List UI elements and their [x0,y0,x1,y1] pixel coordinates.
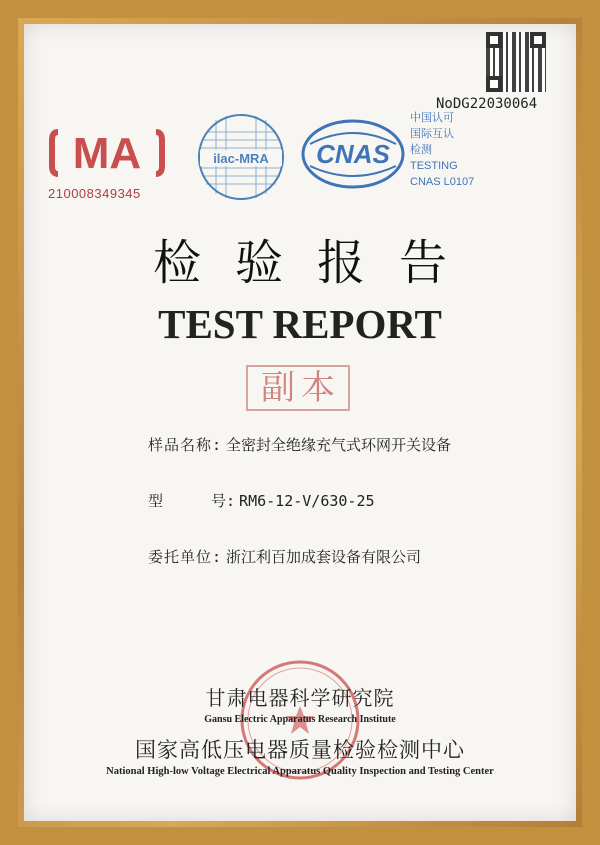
cnas-line: 检测 [410,144,432,156]
cnas-line: TESTING [410,160,458,172]
sample-name-field [148,434,451,455]
cnas-accreditation-text [410,110,530,190]
cnas-line: CNAS L0107 [410,176,475,188]
client-field [148,546,421,567]
issuer-1-english: Gansu Electric Apparatus Research Institute [204,714,396,725]
ma-logo-icon [48,122,166,184]
model-value: RM6-12-V/630-25 [239,492,375,510]
cnas-logo-text: CNAS [316,139,390,169]
ma-number: 210008349345 [48,186,141,201]
model-label-b: 号: [211,492,236,510]
issuer-1-chinese: 甘肃电器科学研究院 [205,686,395,710]
qr-finder-pattern [486,76,502,92]
issuer-2-english: National High-low Voltage Electrical Apparatus Quality Inspection and Testing Center [106,766,494,777]
report-number-value: DG22030064 [452,96,538,112]
client-value: 浙江利百加成套设备有限公司 [226,548,422,566]
report-title-english: TEST REPORT [158,301,442,347]
cnas-logo-icon [300,118,406,190]
model-label [148,490,235,511]
ilac-mra-logo-icon [196,112,286,202]
ma-logo-text: MA [72,129,142,178]
cnas-line: 国际互认 [410,128,454,140]
copy-stamp: 副本 [246,365,350,411]
report-title-chinese: 检验报告 [152,235,481,291]
model-field [148,490,375,511]
client-label: 委托单位: [148,548,223,566]
sample-name-label: 样品名称: [148,436,223,454]
issuer-2-chinese: 国家高低压电器质量检验检测中心 [135,738,465,762]
model-label-a: 型 [148,492,164,510]
ilac-mra-text: ilac-MRA [213,151,269,166]
sample-name-value: 全密封全绝缘充气式环网开关设备 [226,436,452,454]
cnas-line: 中国认可 [410,112,454,124]
report-number-label: No [436,96,453,112]
qr-code-icon [486,32,546,92]
